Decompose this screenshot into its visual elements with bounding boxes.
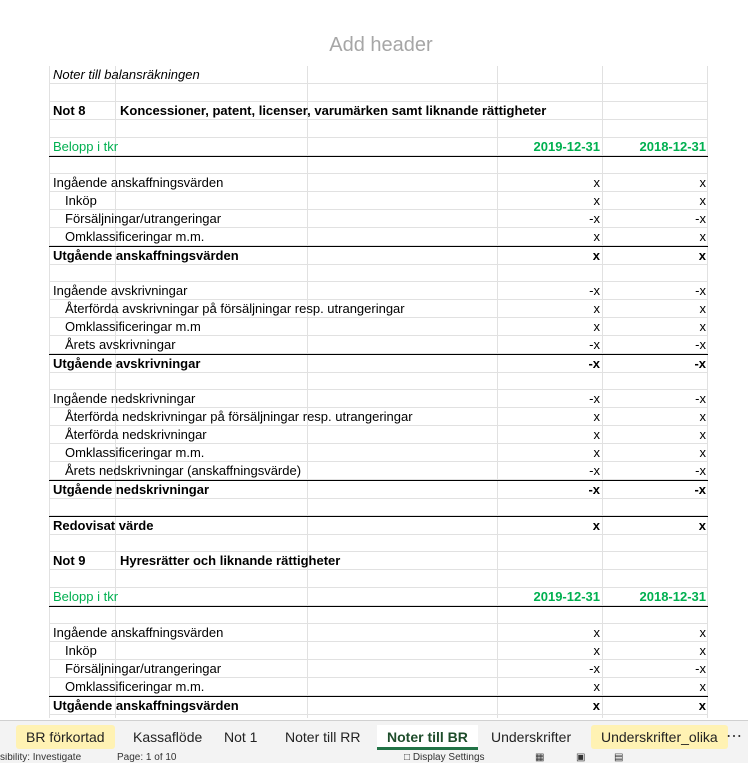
table-row — [49, 84, 708, 102]
value-cell-2018[interactable]: -x — [695, 391, 706, 406]
value-cell-2018[interactable]: x — [699, 643, 706, 658]
value-cell-2018[interactable]: x — [698, 698, 706, 713]
table-row — [49, 300, 708, 318]
sheet-tab[interactable]: BR förkortad — [16, 725, 115, 749]
value-cell-2018[interactable]: x — [699, 409, 706, 424]
value-cell-2019[interactable]: x — [593, 679, 600, 694]
row-label-cell[interactable]: Försäljningar/utrangeringar — [65, 211, 222, 226]
value-cell-2019[interactable]: x — [593, 643, 600, 658]
status-bar — [0, 753, 748, 763]
row-label-cell[interactable]: Inköp — [65, 643, 97, 658]
page-header-placeholder[interactable]: Add header — [329, 34, 433, 56]
table-row — [49, 174, 708, 192]
sheet-tab[interactable]: Noter till RR — [285, 729, 361, 745]
row-label-cell[interactable]: Not 9 — [53, 553, 86, 568]
row-label-cell[interactable]: Återförda nedskrivningar på försäljningar resp. utrangeringar — [65, 409, 413, 424]
worksheet-grid[interactable] — [49, 66, 708, 718]
row-label-cell[interactable]: Omklassificeringar m.m. — [65, 679, 205, 694]
table-row — [49, 336, 708, 354]
row-label-cell[interactable]: Utgående avskrivningar — [53, 356, 201, 371]
row-label-cell[interactable]: Omklassificeringar m.m. — [65, 229, 205, 244]
table-row — [49, 408, 708, 426]
table-row — [49, 480, 708, 499]
value-cell-2018[interactable]: -x — [695, 463, 706, 478]
table-row — [49, 660, 708, 678]
value-cell-2019[interactable]: -x — [589, 211, 600, 226]
row-label-cell[interactable]: Ingående avskrivningar — [53, 283, 188, 298]
normal-view-icon[interactable]: ▦ — [535, 753, 545, 763]
table-row — [49, 534, 708, 552]
row-label-cell[interactable]: Ingående anskaffningsvärden — [53, 625, 224, 640]
value-cell-2019[interactable]: -x — [588, 356, 600, 371]
value-cell-2019[interactable]: x — [592, 248, 600, 263]
value-cell-2019[interactable]: x — [593, 319, 600, 334]
row-label-cell[interactable]: Årets avskrivningar — [65, 337, 176, 352]
table-row — [49, 390, 708, 408]
table-row — [49, 696, 708, 715]
table-row — [49, 552, 708, 570]
value-cell-2018[interactable]: x — [699, 301, 706, 316]
value-cell-2018[interactable]: -x — [694, 356, 706, 371]
row-label-cell[interactable]: Återförda avskrivningar på försäljningar resp. utrangeringar — [65, 301, 405, 316]
table-row — [49, 138, 708, 157]
row-label-cell[interactable]: Noter till balansräkningen — [53, 67, 200, 82]
sheet-tab[interactable]: Underskrifter — [491, 729, 572, 745]
display-settings-label: Display Settings — [412, 753, 485, 763]
value-cell-2018[interactable]: x — [699, 427, 706, 442]
row-label-cell[interactable]: Not 8 — [53, 103, 86, 118]
table-row — [49, 210, 708, 228]
page-break-view-icon[interactable]: ▤ — [614, 753, 624, 763]
table-row — [49, 246, 708, 265]
accessibility-status[interactable]: sibility: Investigate — [0, 753, 82, 763]
row-label-cell[interactable]: Utgående anskaffningsvärden — [53, 248, 239, 263]
value-cell-2019[interactable]: x — [593, 445, 600, 460]
value-cell-2019[interactable]: x — [593, 193, 600, 208]
row-label-cell[interactable]: Inköp — [65, 193, 97, 208]
value-cell-2018[interactable]: x — [699, 445, 706, 460]
value-cell-2018[interactable]: x — [699, 175, 706, 190]
row-label-cell[interactable]: Utgående nedskrivningar — [53, 482, 210, 497]
sheet-tab-bar — [0, 720, 748, 753]
sheet-tab[interactable]: Underskrifter_olika — [591, 725, 728, 749]
row-label-cell[interactable]: Belopp i tkr — [53, 139, 119, 154]
value-cell-2019[interactable]: -x — [588, 482, 600, 497]
table-row — [49, 282, 708, 300]
value-cell-2018[interactable]: x — [699, 319, 706, 334]
table-row — [49, 426, 708, 444]
value-cell-2019[interactable]: 2019-12-31 — [533, 139, 600, 154]
value-cell-2018[interactable]: x — [698, 518, 706, 533]
value-cell-2019[interactable]: x — [593, 175, 600, 190]
more-tabs-icon[interactable]: ⋯ — [726, 728, 742, 745]
value-cell-2019[interactable]: x — [593, 427, 600, 442]
display-settings-button[interactable]: □ Display Settings — [404, 753, 485, 763]
row-label-cell[interactable]: Ingående anskaffningsvärden — [53, 175, 224, 190]
table-row — [49, 264, 708, 282]
value-cell-2018[interactable]: -x — [695, 211, 706, 226]
page-indicator: Page: 1 of 10 — [117, 753, 177, 763]
table-row — [49, 462, 708, 480]
value-cell-2019[interactable]: x — [593, 409, 600, 424]
row-label-cell[interactable]: Återförda nedskrivningar — [65, 427, 207, 442]
table-row — [49, 624, 708, 642]
table-row — [49, 156, 708, 174]
value-cell-2018[interactable]: 2018-12-31 — [639, 589, 706, 604]
value-cell-2018[interactable]: -x — [695, 661, 706, 676]
value-cell-2018[interactable]: 2018-12-31 — [639, 139, 706, 154]
table-row — [49, 606, 708, 624]
value-cell-2018[interactable]: x — [699, 625, 706, 640]
value-cell-2019[interactable]: -x — [589, 337, 600, 352]
page-layout-view-icon[interactable]: ▣ — [576, 753, 586, 763]
value-cell-2019[interactable]: x — [592, 698, 600, 713]
value-cell-2019[interactable]: x — [592, 518, 600, 533]
value-cell-2018[interactable]: -x — [695, 337, 706, 352]
sheet-tab[interactable]: Noter till BR — [377, 725, 478, 750]
table-row — [49, 642, 708, 660]
value-cell-2018[interactable]: -x — [695, 283, 706, 298]
row-label-cell[interactable]: Ingående nedskrivningar — [53, 391, 196, 406]
value-cell-2019[interactable]: x — [593, 301, 600, 316]
note-title-cell[interactable]: Koncessioner, patent, licenser, varumärken samt liknande rättigheter — [120, 103, 547, 118]
table-row — [49, 498, 708, 516]
value-cell-2018[interactable]: x — [699, 679, 706, 694]
note-title-cell[interactable]: Hyresrätter och liknande rättigheter — [120, 553, 341, 568]
value-cell-2019[interactable]: -x — [589, 391, 600, 406]
table-row — [49, 228, 708, 246]
table-row — [49, 444, 708, 462]
value-cell-2019[interactable]: x — [593, 625, 600, 640]
row-label-cell[interactable]: Försäljningar/utrangeringar — [65, 661, 222, 676]
row-label-cell[interactable]: Omklassificeringar m.m — [65, 319, 201, 334]
row-label-cell[interactable]: Utgående anskaffningsvärden — [53, 698, 239, 713]
row-label-cell[interactable]: Omklassificeringar m.m. — [65, 445, 205, 460]
table-row — [49, 192, 708, 210]
table-row — [49, 678, 708, 696]
table-row — [49, 570, 708, 588]
value-cell-2018[interactable]: x — [698, 248, 706, 263]
row-label-cell[interactable]: Belopp i tkr — [53, 589, 119, 604]
table-row — [49, 516, 708, 535]
table-row — [49, 588, 708, 607]
row-label-cell[interactable]: Redovisat värde — [53, 518, 154, 533]
table-row — [49, 372, 708, 390]
value-cell-2019[interactable]: 2019-12-31 — [533, 589, 600, 604]
table-row — [49, 102, 708, 120]
value-cell-2019[interactable]: -x — [589, 661, 600, 676]
value-cell-2019[interactable]: -x — [589, 463, 600, 478]
table-row — [49, 318, 708, 336]
value-cell-2019[interactable]: x — [593, 229, 600, 244]
value-cell-2019[interactable]: -x — [589, 283, 600, 298]
value-cell-2018[interactable]: x — [699, 229, 706, 244]
table-row — [49, 354, 708, 373]
row-label-cell[interactable]: Årets nedskrivningar (anskaffningsvärde) — [65, 463, 302, 478]
table-row — [49, 66, 708, 84]
value-cell-2018[interactable]: -x — [694, 482, 706, 497]
value-cell-2018[interactable]: x — [699, 193, 706, 208]
table-row — [49, 120, 708, 138]
sheet-tab[interactable]: Kassaflöde — [133, 729, 203, 745]
sheet-tab[interactable]: Not 1 — [224, 729, 258, 745]
